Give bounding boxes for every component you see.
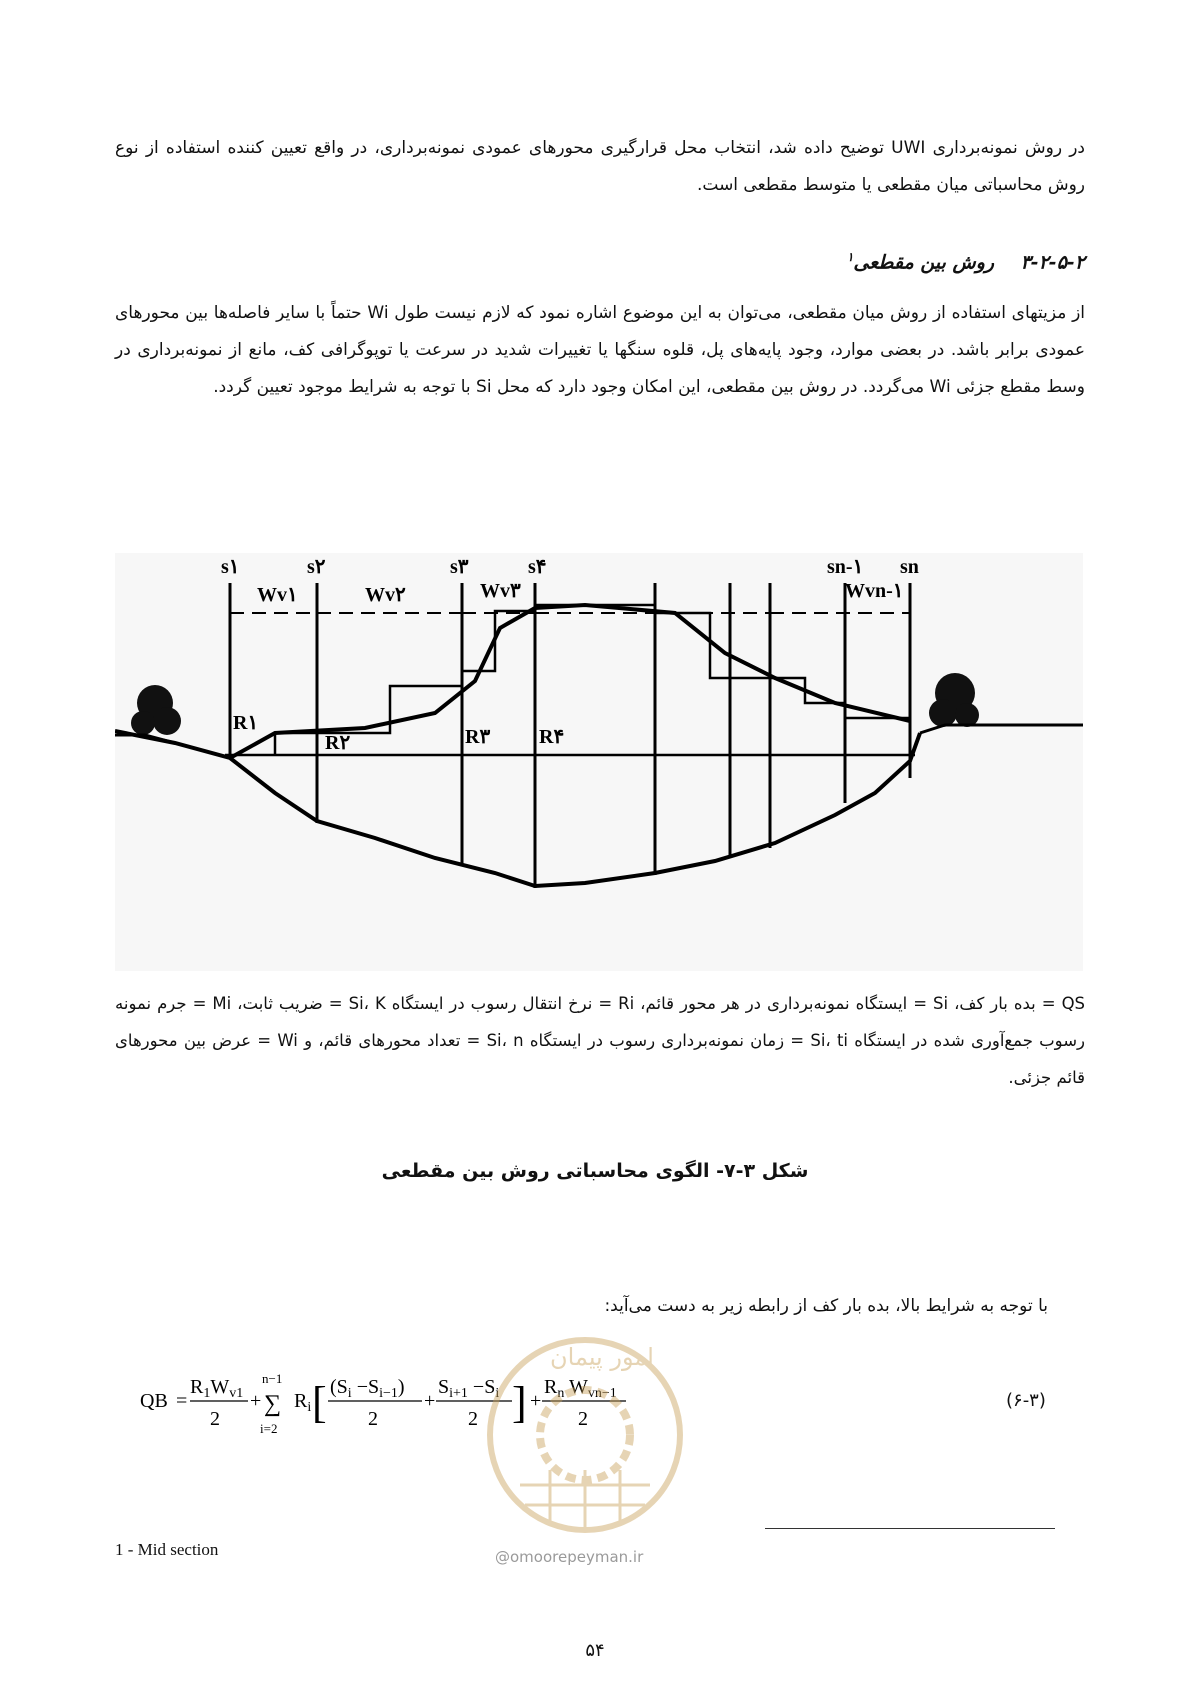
bush-icon [955,703,979,727]
formula-plus: + [424,1390,436,1412]
formula-lhs: QB [140,1390,168,1412]
section-number: ۳-۲-۵-۲ [1020,251,1085,274]
footnote-mark: ۱ [846,250,854,264]
equation-number: (۶-۳) [1006,1390,1046,1411]
body-paragraph [115,295,1085,406]
station-label: sn-۱ [827,556,864,578]
page-number: ۵۴ [585,1640,605,1661]
width-label: Wv۱ [257,584,298,606]
rate-label: R۴ [539,726,565,748]
intro-paragraph [115,130,1085,204]
legend-text: QS = بده بار کف، Si = ایستگاه نمونه‌برداری در هر محور قائم، Ri = نرخ انتقال رسوب در ایستگاه Si، K = ضریب ثابت، Mi = جرم نمونه رسوب جمع‌آوری شده در ایستگاه Si، ti = زمان نمونه‌برداری رسوب در ایستگاه Si، n = تعداد محورهای قائم، و Wi = عرض بین محورهای قائم جزئی. [115,994,1086,1087]
figure-legend [115,985,1085,1096]
formula-term: $S_{i+1} -S_i$ [438,1376,500,1401]
formula-denominator: 2 [578,1408,588,1430]
section-heading [847,250,1085,273]
station-label: sn [900,556,919,578]
station-label: s۲ [307,556,326,578]
formula-term: $R_1W_{v1}$ [190,1376,244,1401]
width-label: Wv۲ [365,584,406,606]
footnote-rule [765,1528,1055,1529]
formula-term: $(S_i -S_{i-1})$ [330,1376,405,1401]
watermark-logo [480,1325,690,1575]
width-label: Wv۳ [480,580,521,602]
formula-plus: + [530,1390,542,1412]
rate-label: R۱ [233,712,259,734]
intro-text: در روش نمونه‌برداری UWI توضیح داده شد، انتخاب محل قرارگیری محورهای عمودی نمونه‌برداری، در واقع تعیین کننده استفاده از نوع روش محاسباتی میان مقطعی یا متوسط مقطعی است. [115,138,1085,195]
bush-icon [929,699,957,727]
sum-upper-limit: n−1 [262,1371,283,1386]
bush-icon [153,707,181,735]
figure-background [115,553,1083,971]
gear-icon [540,1390,630,1480]
section-title: روش بین مقطعی [853,251,995,274]
rate-label: R۳ [465,726,491,748]
station-label: s۱ [221,556,240,578]
sum-lower-limit: i=2 [260,1421,278,1436]
formula-lead-text: با توجه به شرایط بالا، بده بار کف از رابطه زیر به دست می‌آید: [604,1296,1048,1316]
formula-denominator: 2 [210,1408,220,1430]
formula-term: $R_i$ [294,1390,312,1415]
rate-label: R۲ [325,732,351,754]
station-label: s۳ [450,556,469,578]
bush-icon [131,711,155,735]
formula-equals: = [176,1390,188,1412]
watermark-url: @omoorepeyman.ir [495,1548,644,1566]
bracket-right: ] [512,1378,527,1427]
body-text: از مزیتهای استفاده از روش میان مقطعی، می‌توان به این موضوع اشاره نمود که لازم نیست طول Wi حتماً با سایر فاصله‌ها بین محورهای عمودی برابر باشد. در بعضی موارد، وجود پایه‌های پل، قلوه سنگها یا تغییرات شدید در سرعت یا توپوگرافی کف، مانع از نمونه‌برداری در وسط مقطع جزئی Wi می‌گردد. در روش بین مقطعی، این امکان وجود دارد که محل Si با توجه به شرایط موجود تعیین گردد. [115,303,1086,397]
figure-caption: شکل ۳-۷- الگوی محاسباتی روش بین مقطعی [381,1160,809,1182]
footnote-text: 1 - Mid section [115,1540,219,1559]
width-label: Wvn-۱ [845,580,904,602]
formula-denominator: 2 [368,1408,378,1430]
formula-term: $R_n$ $W_{vn-1}$ [544,1376,617,1401]
cross-section-figure [115,553,1083,971]
sum-symbol: ∑ [264,1391,282,1417]
watermark-logo-text: امور پیمان [550,1343,654,1371]
formula-plus: + [250,1390,262,1412]
bracket-left: [ [312,1378,327,1427]
station-label: s۴ [528,556,547,578]
formula-denominator: 2 [468,1408,478,1430]
